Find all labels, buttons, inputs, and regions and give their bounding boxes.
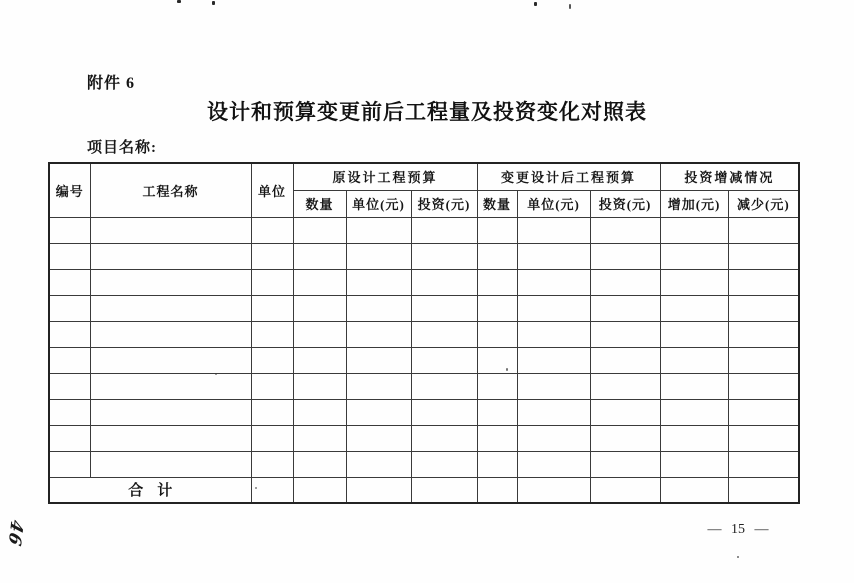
empty-cell [293,373,346,399]
empty-cell [517,399,590,425]
col-header-changed-quantity: 数量 [477,190,517,217]
empty-cell [90,321,251,347]
empty-cell [49,425,90,451]
empty-cell [293,217,346,243]
attachment-label: 附件 6 [87,75,136,92]
empty-cell [411,217,477,243]
scan-speck [569,4,571,9]
col-header-serial: 编号 [49,163,90,217]
table-footer [49,477,799,503]
empty-cell [590,217,660,243]
empty-cell [293,243,346,269]
col-group-original-budget: 原设计工程预算 [293,163,477,190]
empty-cell [590,269,660,295]
table-row [49,295,799,321]
empty-cell [90,269,251,295]
empty-cell [90,243,251,269]
table-row [49,373,799,399]
empty-cell [251,425,293,451]
col-header-original-investment: 投资(元) [411,190,477,217]
table-row [49,269,799,295]
empty-cell [477,373,517,399]
empty-cell [49,347,90,373]
empty-cell [293,451,346,477]
scan-speck [212,1,215,5]
empty-cell [590,451,660,477]
empty-cell [728,399,799,425]
scan-speck [737,556,739,558]
empty-cell [293,399,346,425]
empty-cell [517,321,590,347]
scan-speck [534,2,537,6]
empty-cell [411,347,477,373]
empty-cell [251,373,293,399]
empty-cell [346,269,411,295]
empty-cell [590,477,660,503]
empty-cell [728,373,799,399]
empty-cell [517,217,590,243]
empty-cell [660,243,728,269]
table-header [49,163,799,217]
empty-cell [411,477,477,503]
empty-cell [517,347,590,373]
empty-cell [728,477,799,503]
comparison-table [48,162,800,504]
empty-cell [728,451,799,477]
empty-cell [477,321,517,347]
table-row [49,451,799,477]
empty-cell [477,347,517,373]
empty-cell [411,295,477,321]
empty-cell [728,243,799,269]
page-number: — 15 — [707,522,769,537]
table-row [49,425,799,451]
col-header-original-unit-price: 单位(元) [346,190,411,217]
empty-cell [251,451,293,477]
col-header-project-name: 工程名称 [90,163,251,217]
empty-cell [251,477,293,503]
empty-cell [49,269,90,295]
empty-cell [90,295,251,321]
table-row [49,347,799,373]
empty-cell [293,477,346,503]
empty-cell [660,451,728,477]
empty-cell [346,243,411,269]
col-header-changed-investment: 投资(元) [590,190,660,217]
empty-cell [90,347,251,373]
empty-cell [517,269,590,295]
empty-cell [346,425,411,451]
project-name-label: 项目名称: [87,140,157,156]
col-header-decrease: 减少(元) [728,190,799,217]
header-group-row [49,163,799,190]
empty-cell [517,243,590,269]
empty-cell [477,425,517,451]
empty-cell [251,217,293,243]
empty-cell [660,347,728,373]
table-row [49,321,799,347]
empty-cell [90,217,251,243]
empty-cell [49,451,90,477]
empty-cell [590,425,660,451]
empty-cell [251,347,293,373]
empty-cell [90,399,251,425]
table-row [49,243,799,269]
total-row [49,477,799,503]
empty-cell [728,321,799,347]
empty-cell [728,295,799,321]
empty-cell [251,295,293,321]
empty-cell [49,243,90,269]
empty-cell [293,347,346,373]
empty-cell [411,399,477,425]
empty-cell [90,425,251,451]
col-header-original-quantity: 数量 [293,190,346,217]
empty-cell [411,373,477,399]
empty-cell [293,295,346,321]
empty-cell [49,399,90,425]
empty-cell [660,373,728,399]
col-group-changed-budget: 变更设计后工程预算 [477,163,660,190]
empty-cell [477,399,517,425]
empty-cell [346,477,411,503]
empty-cell [660,477,728,503]
empty-cell [477,269,517,295]
empty-cell [517,451,590,477]
empty-cell [251,269,293,295]
empty-cell [517,373,590,399]
table-row [49,217,799,243]
table-body [49,217,799,477]
empty-cell [346,321,411,347]
col-header-unit: 单位 [251,163,293,217]
empty-cell [728,269,799,295]
col-group-investment-change: 投资增减情况 [660,163,799,190]
empty-cell [590,295,660,321]
empty-cell [251,399,293,425]
scan-speck [177,0,181,3]
empty-cell [411,425,477,451]
handwritten-page-mark: 46 [3,517,27,549]
empty-cell [477,295,517,321]
empty-cell [49,321,90,347]
empty-cell [728,347,799,373]
empty-cell [293,269,346,295]
empty-cell [90,373,251,399]
empty-cell [590,321,660,347]
col-header-changed-unit-price: 单位(元) [517,190,590,217]
total-label: 合计 [49,477,251,503]
empty-cell [477,451,517,477]
empty-cell [251,321,293,347]
empty-cell [517,477,590,503]
empty-cell [346,451,411,477]
empty-cell [728,425,799,451]
empty-cell [517,295,590,321]
empty-cell [411,269,477,295]
empty-cell [411,451,477,477]
empty-cell [346,217,411,243]
empty-cell [477,217,517,243]
empty-cell [660,295,728,321]
empty-cell [346,373,411,399]
empty-cell [660,269,728,295]
empty-cell [477,477,517,503]
col-header-increase: 增加(元) [660,190,728,217]
empty-cell [251,243,293,269]
empty-cell [660,321,728,347]
empty-cell [293,321,346,347]
empty-cell [517,425,590,451]
table-row [49,399,799,425]
empty-cell [660,399,728,425]
empty-cell [590,243,660,269]
empty-cell [477,243,517,269]
empty-cell [660,217,728,243]
empty-cell [49,217,90,243]
empty-cell [728,217,799,243]
empty-cell [49,373,90,399]
empty-cell [411,243,477,269]
empty-cell [49,295,90,321]
empty-cell [411,321,477,347]
empty-cell [346,295,411,321]
empty-cell [90,451,251,477]
empty-cell [590,347,660,373]
empty-cell [590,373,660,399]
empty-cell [293,425,346,451]
empty-cell [346,347,411,373]
empty-cell [590,399,660,425]
empty-cell [346,399,411,425]
page-title: 设计和预算变更前后工程量及投资变化对照表 [207,100,647,124]
empty-cell [660,425,728,451]
